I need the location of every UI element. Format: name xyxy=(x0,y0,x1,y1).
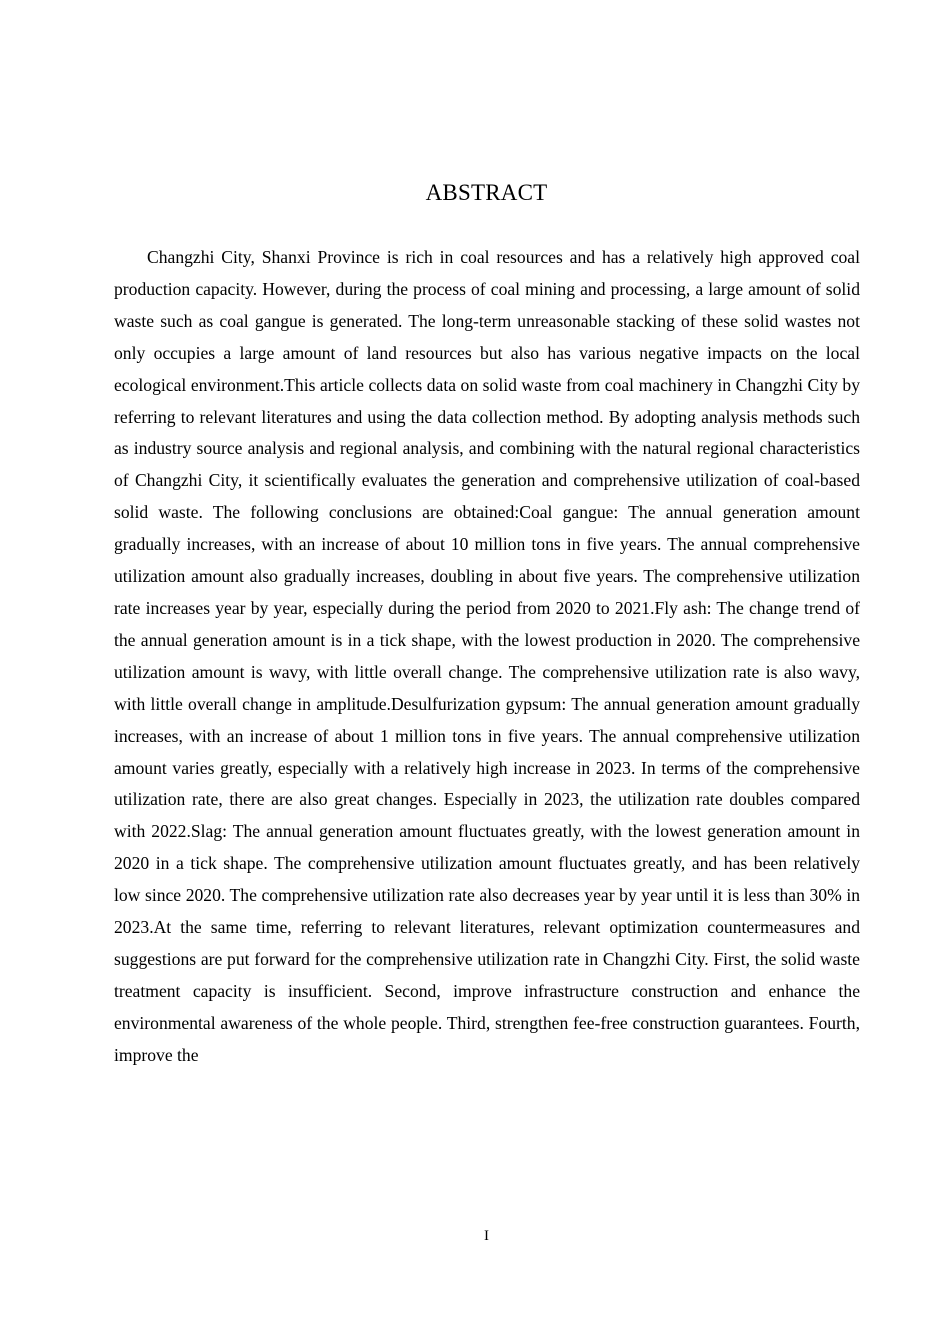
page-number: I xyxy=(484,1228,489,1244)
abstract-title: ABSTRACT xyxy=(425,180,548,205)
abstract-body-text: Changzhi City, Shanxi Province is rich in coal resources and has a relatively high approved coal production capacity. However, during the process of coal mining and processing, a large amount of solid waste such as coal gangue is generated. The long-term unreasonable stacking of these solid wastes not only occupies a large amount of land resources but also has various negative impacts on the local ecological environment.This article collects data on solid waste from coal machinery in Changzhi City by referring to relevant literatures and using the data collection method. By adopting analysis methods such as industry source analysis and regional analysis, and combining with the natural regional characteristics of Changzhi City, it scientifically evaluates the generation and comprehensive utilization of coal-based solid waste. The following conclusions are obtained:Coal gangue: The annual generation amount gradually increases, with an increase of about 10 million tons in five years. The annual comprehensive utilization amount also gradually increases, doubling in about five years. The comprehensive utilization rate increases year by year, especially during the period from 2020 to 2021.Fly ash: The change trend of the annual generation amount is in a tick shape, with the lowest production in 2020. The comprehensive utilization amount is wavy, with little overall change. The comprehensive utilization rate is also wavy, with little overall change in amplitude.Desulfurization gypsum: The annual generation amount gradually increases, with an increase of about 1 million tons in five years. The annual comprehensive utilization amount varies greatly, especially with a relatively high increase in 2023. In terms of the comprehensive utilization rate, there are also great changes. Especially in 2023, the utilization rate doubles compared with 2022.Slag: The annual generation amount fluctuates greatly, with the lowest generation amount in 2020 in a tick shape. The comprehensive utilization amount fluctuates greatly, and has been relatively low since 2020. The comprehensive utilization rate also decreases year by year until it is less than 30% in 2023.At the same time, referring to relevant literatures, relevant optimization countermeasures and suggestions are put forward for the comprehensive utilization rate in Changzhi City. First, the solid waste treatment capacity is insufficient. Second, improve infrastructure construction and enhance the environmental awareness of the whole people. Third, strengthen fee-free construction guarantees. Fourth, improve the xyxy=(114,247,860,1065)
